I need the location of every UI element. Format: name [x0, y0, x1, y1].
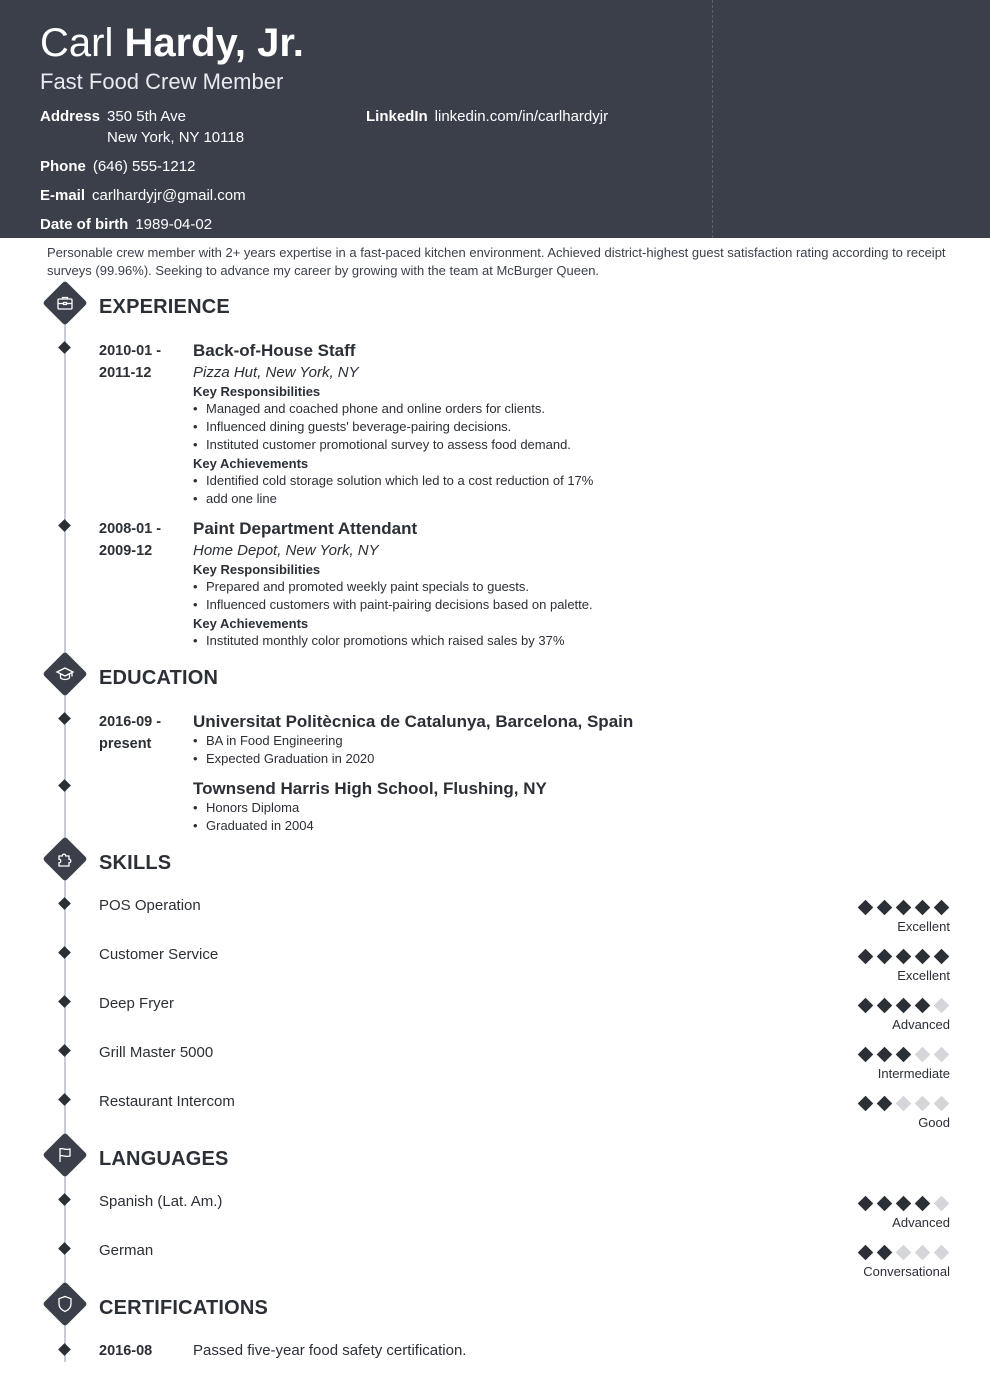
achievements-list [193, 632, 564, 650]
rating-diamond-empty [915, 1096, 931, 1112]
phone-label: Phone [40, 158, 86, 175]
rating-diamond-filled [915, 1196, 931, 1212]
address-label: Address [40, 108, 101, 125]
rating-diamond-filled [858, 1245, 874, 1261]
section-title-skills: SKILLS [99, 852, 172, 874]
list-item: • Instituted monthly color promotions which raised sales by 37% [193, 632, 564, 650]
address-info [40, 106, 244, 148]
skill-rating [858, 1048, 950, 1062]
email-label: E-mail [40, 187, 86, 204]
rating-diamond-empty [915, 1047, 931, 1063]
timeline-dot [58, 712, 71, 725]
rating-diamond-filled [858, 1096, 874, 1112]
header-divider [712, 0, 713, 238]
shield-icon [42, 1281, 87, 1326]
list-item: • Instituted customer promotional survey to assess food demand. [193, 436, 571, 454]
rating-diamond-filled [877, 998, 893, 1014]
rating-diamond-filled [877, 1245, 893, 1261]
section-title-certifications: CERTIFICATIONS [99, 1297, 269, 1319]
timeline-dot [58, 341, 71, 354]
date-end: 2009-12 [99, 543, 153, 559]
rating-diamond-empty [934, 1245, 950, 1261]
date-start: 2010-01 - [99, 343, 162, 359]
skill-name: Customer Service [99, 946, 219, 963]
linkedin-label: LinkedIn [366, 108, 428, 125]
rating-diamond-filled [858, 949, 874, 965]
rating-diamond-empty [934, 1196, 950, 1212]
rating-diamond-filled [896, 998, 912, 1014]
experience-date [99, 340, 161, 384]
school-name: Townsend Harris High School, Flushing, NY [193, 779, 547, 798]
job-role: Back-of-House Staff [193, 341, 356, 360]
rating-diamond-filled [896, 900, 912, 916]
rating-diamond-filled [915, 900, 931, 916]
section-title-languages: LANGUAGES [99, 1148, 229, 1170]
list-item: • add one line [193, 490, 593, 508]
rating-diamond-filled [934, 949, 950, 965]
date-end: 2011-12 [99, 365, 152, 381]
date-end: present [99, 736, 152, 752]
achievements-list [193, 472, 593, 508]
job-title: Fast Food Crew Member [40, 69, 284, 94]
rating-diamond-empty [934, 998, 950, 1014]
timeline-dot [58, 946, 71, 959]
list-item: • Identified cold storage solution which led to a cost reduction of 17% [193, 472, 593, 490]
job-place: Home Depot, New York, NY [193, 542, 379, 559]
list-item: • Influenced dining guests' beverage-pairing decisions. [193, 418, 571, 436]
phone-value: (646) 555-1212 [92, 158, 196, 175]
experience-date [99, 518, 161, 562]
rating-diamond-filled [896, 949, 912, 965]
skill-rating [858, 901, 950, 915]
job-place: Pizza Hut, New York, NY [193, 364, 359, 381]
graduation-cap-icon [42, 651, 87, 696]
rating-diamond-filled [877, 949, 893, 965]
skill-level: Excellent [897, 968, 950, 983]
language-name: German [99, 1242, 154, 1259]
language-level: Advanced [892, 1215, 950, 1230]
date-start: 2008-01 - [99, 521, 162, 537]
education-details [193, 732, 374, 768]
rating-diamond-empty [896, 1096, 912, 1112]
candidate-name [40, 20, 304, 66]
language-level: Conversational [863, 1264, 950, 1279]
profile-summary: Personable crew member with 2+ years expertise in a fast-paced kitchen environment. Achieved district-highest guest satisfaction rating according to receipt surveys (99.96%). Seeking to advance my career by growing with the team at McBurger Queen. [47, 245, 946, 278]
dob-info [40, 214, 212, 235]
skill-level: Advanced [892, 1017, 950, 1032]
rating-diamond-empty [915, 1245, 931, 1261]
achievements-heading: Key Achievements [193, 456, 309, 471]
linkedin-link[interactable]: linkedin.com/in/carlhardyjr [434, 108, 609, 125]
timeline-dot [58, 1093, 71, 1106]
timeline-dot [58, 519, 71, 532]
rating-diamond-filled [915, 949, 931, 965]
timeline-dot [58, 1044, 71, 1057]
certification-date: 2016-08 [99, 1343, 153, 1359]
list-item: • Prepared and promoted weekly paint specials to guests. [193, 578, 593, 596]
briefcase-icon [42, 280, 87, 325]
rating-diamond-filled [858, 1196, 874, 1212]
rating-diamond-filled [915, 998, 931, 1014]
flag-icon [42, 1132, 87, 1177]
responsibilities-list [193, 578, 593, 614]
linkedin-info [366, 106, 608, 127]
first-name: Carl [40, 21, 114, 65]
school-name: Universitat Politècnica de Catalunya, Barcelona, Spain [193, 712, 634, 731]
rating-diamond-empty [896, 1245, 912, 1261]
job-role: Paint Department Attendant [193, 519, 418, 538]
language-name: Spanish (Lat. Am.) [99, 1193, 223, 1210]
skill-rating [858, 1097, 950, 1111]
skill-level: Excellent [897, 919, 950, 934]
achievements-heading: Key Achievements [193, 616, 309, 631]
dob-label: Date of birth [40, 216, 129, 233]
rating-diamond-filled [934, 900, 950, 916]
rating-diamond-filled [896, 1047, 912, 1063]
timeline-dot [58, 897, 71, 910]
skill-rating [858, 950, 950, 964]
last-name: Hardy, Jr. [124, 21, 304, 65]
timeline-dot [58, 995, 71, 1008]
resume-header [0, 0, 990, 238]
list-item: • Expected Graduation in 2020 [193, 750, 374, 768]
language-rating [858, 1197, 950, 1211]
rating-diamond-empty [934, 1047, 950, 1063]
rating-diamond-filled [858, 1047, 874, 1063]
list-item: • Managed and coached phone and online orders for clients. [193, 400, 571, 418]
timeline-dot [58, 1193, 71, 1206]
rating-diamond-filled [877, 1196, 893, 1212]
timeline-dot [58, 1343, 71, 1356]
list-item: • Honors Diploma [193, 799, 314, 817]
skill-rating [858, 999, 950, 1013]
address-line2: New York, NY 10118 [107, 129, 245, 146]
timeline-dot [58, 1242, 71, 1255]
dob-value: 1989-04-02 [135, 216, 213, 233]
date-start: 2016-09 - [99, 714, 162, 730]
skill-name: POS Operation [99, 897, 201, 914]
address-line1: 350 5th Ave [107, 108, 186, 125]
rating-diamond-filled [858, 900, 874, 916]
rating-diamond-filled [858, 998, 874, 1014]
rating-diamond-filled [877, 900, 893, 916]
rating-diamond-empty [934, 1096, 950, 1112]
email-info [40, 185, 246, 206]
puzzle-icon [42, 836, 87, 881]
language-rating [858, 1246, 950, 1260]
education-date [99, 711, 161, 755]
skill-name: Deep Fryer [99, 995, 175, 1012]
list-item: • Graduated in 2004 [193, 817, 314, 835]
education-details [193, 799, 314, 835]
timeline-dot [58, 779, 71, 792]
section-title-education: EDUCATION [99, 667, 219, 689]
certification-text: Passed five-year food safety certification. [193, 1342, 467, 1359]
skill-name: Restaurant Intercom [99, 1093, 235, 1110]
list-item: • Influenced customers with paint-pairing decisions based on palette. [193, 596, 593, 614]
rating-diamond-filled [877, 1096, 893, 1112]
section-title-experience: EXPERIENCE [99, 296, 230, 318]
responsibilities-list [193, 400, 571, 454]
rating-diamond-filled [896, 1196, 912, 1212]
responsibilities-heading: Key Responsibilities [193, 384, 321, 399]
email-link[interactable]: carlhardyjr@gmail.com [92, 187, 246, 204]
skill-level: Good [918, 1115, 950, 1130]
responsibilities-heading: Key Responsibilities [193, 562, 321, 577]
rating-diamond-filled [877, 1047, 893, 1063]
skill-level: Intermediate [877, 1066, 950, 1081]
phone-info [40, 156, 195, 177]
list-item: • BA in Food Engineering [193, 732, 374, 750]
skill-name: Grill Master 5000 [99, 1044, 214, 1061]
